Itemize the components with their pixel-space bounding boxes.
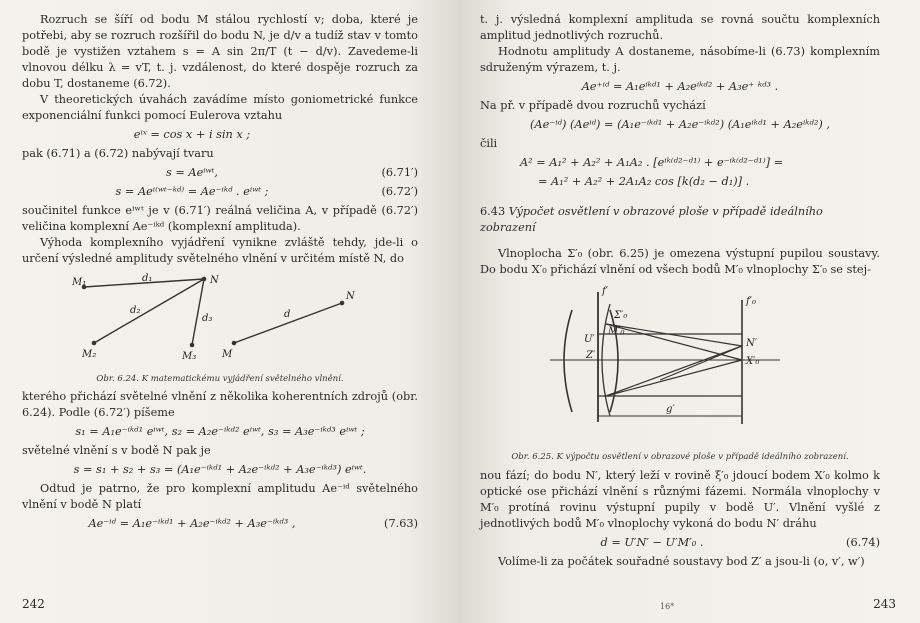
equation-671: s = Aeⁱʷᵗ, (6.71′) bbox=[22, 165, 418, 181]
paragraph: Odtud je patrno, že pro komplexní amplitudu Ae⁻ⁱᵈ světelného vlnění v bodě N platí bbox=[22, 481, 418, 511]
page-number: 243 bbox=[873, 597, 896, 611]
paragraph: Rozruch se šíří od bodu M stálou rychlostí v; doba, které je potřebi, aby se rozruch rozšířil do bodu N, je d/v a tudíž stav v tomto bodě je vystižen vztahem s = A sin 2π/T (t − d/v). Zavedeme-li vlnovou délku λ = vT, t. j. vzdálenost, do které dospěje rozruch za dobu T, dostaneme (6.72). bbox=[22, 13, 418, 91]
paragraph: V theoretických úvahách zavádíme místo goniometrické funkce exponenciální funkci pomocí Eulerova vztahu bbox=[22, 93, 418, 123]
line-d3 bbox=[192, 279, 204, 345]
ray bbox=[606, 360, 742, 396]
right-page bbox=[460, 0, 920, 623]
equation-672: s = Aeⁱ⁽ʷᵗ⁻ᵏᵈ⁾ = Ae⁻ⁱᵏᵈ . eⁱʷᵗ ; (6.72′) bbox=[22, 184, 418, 200]
label-d3: d₃ bbox=[202, 313, 213, 325]
diagram-coherent-sources bbox=[22, 273, 418, 365]
section-number: 6.43 bbox=[480, 205, 506, 219]
paragraph: Vlnoplocha Σ′₀ (obr. 6.25) je omezena výstupní pupilou soustavy. Do bodu X′₀ přichází vlnění od všech bodů M′₀ vlnoplochy Σ′₀ se stej- bbox=[480, 247, 880, 277]
paragraph: součinitel funkce eⁱʷᵗ je v (6.71′) reálná veličina A, v případě (6.72′) veličina komplexní Ae⁻ⁱᵏᵈ (komplexní amplituda). bbox=[22, 204, 418, 234]
page-number: 242 bbox=[22, 597, 45, 611]
label-d2: d₂ bbox=[130, 305, 141, 317]
label-N: N′ bbox=[746, 338, 758, 350]
label-f0: f′₀ bbox=[746, 296, 756, 308]
label-M0: M′₀ bbox=[608, 326, 625, 338]
line-d2 bbox=[94, 279, 204, 343]
label-g: g′ bbox=[666, 404, 675, 416]
ray bbox=[606, 346, 742, 396]
paragraph: Výhoda komplexního vyjádření vynikne zvláště tehdy, jde-li o určení výsledné amplitudy světelného vlnění v určitém místě N, do bbox=[22, 236, 418, 266]
diagram-exit-pupil bbox=[480, 284, 880, 444]
paragraph: t. j. výsledná komplexní amplituda se rovná součtu komplexních amplitud jednotlivých rozruchů. bbox=[480, 13, 880, 43]
label-N: N bbox=[210, 275, 219, 287]
equation-sum: s = s₁ + s₂ + s₃ = (A₁e⁻ⁱᵏᵈ¹ + A₂e⁻ⁱᵏᵈ² + A₃e⁻ⁱᵏᵈ³) eⁱʷᵗ. bbox=[73, 462, 367, 476]
equation-number: (6.71′) bbox=[381, 166, 418, 180]
label-U: U′ bbox=[584, 334, 595, 346]
paragraph: světelné vlnění s v bodě N pak je bbox=[22, 443, 211, 457]
ray bbox=[606, 324, 742, 346]
paragraph: nou fází; do bodu N′, který leží v rovině ξ′₀ jdoucí bodem X′₀ kolmo k optické ose přichází vlnění s různými fázemi. Normála vlnoplochy v M′₀ protíná rovinu výstupní pupily v bodě U′. Vlnění vyšlé z jednotlivých bodů M′₀ vlnoplochy vykoná do bodu N′ dráhu bbox=[480, 468, 880, 530]
equation-euler: eⁱˣ = cos x + i sin x ; bbox=[133, 128, 251, 142]
right-text-column bbox=[480, 12, 880, 570]
paragraph: Hodnotu amplitudy A dostaneme, násobíme-li (6.73) komplexním sdruženým výrazem, t. j. bbox=[480, 45, 880, 75]
equation-number: (6.74) bbox=[846, 535, 880, 549]
paragraph: pak (6.71) a (6.72) nabývají tvaru bbox=[22, 147, 214, 161]
section-heading bbox=[480, 204, 880, 236]
section-title: Výpočet osvětlení v obrazové ploše v případě ideálního zobrazení bbox=[480, 205, 823, 235]
equation-s123: s₁ = A₁e⁻ⁱᵏᵈ¹ eⁱʷᵗ, s₂ = A₂e⁻ⁱᵏᵈ² eⁱʷᵗ, s₃ = A₃e⁻ⁱᵏᵈ³ eⁱʷᵗ ; bbox=[75, 424, 365, 438]
figure-caption: Obr. 6.25. K výpočtu osvětlení v obrazové ploše v případě ideálního zobrazení. bbox=[511, 452, 849, 463]
signature-mark: 16* bbox=[660, 602, 675, 611]
paragraph: Volíme-li za počátek souřadné soustavy bod Z′ a jsou-li (o, v′, w′) bbox=[498, 554, 865, 568]
label-M1: M₁ bbox=[72, 277, 87, 289]
label-M2: M₂ bbox=[82, 349, 97, 361]
figure-caption: Obr. 6.24. K matematickému vyjádření světelného vlnění. bbox=[96, 373, 344, 384]
figure-6-24 bbox=[22, 273, 418, 384]
paragraph: Na př. v případě dvou rozruchů vychází bbox=[480, 99, 706, 113]
equation-number: (6.72′) bbox=[381, 185, 418, 199]
label-Z: Z′ bbox=[586, 350, 596, 362]
label-sigma: Σ′₀ bbox=[614, 310, 628, 322]
label-M: M bbox=[222, 349, 233, 361]
label-X0: X′₀ bbox=[746, 356, 760, 368]
label-d1: d₁ bbox=[142, 273, 153, 285]
equation-A2-line2: = A₁² + A₂² + 2A₁A₂ cos [k(d₂ − d₁)] . bbox=[538, 175, 750, 189]
label-d: d bbox=[284, 309, 291, 321]
paragraph: kterého přichází světelné vlnění z několika koherentních zdrojů (obr. 6.24). Podle (6.72′) píšeme bbox=[22, 389, 418, 419]
equation-number: (7.63) bbox=[384, 516, 418, 530]
label-N-right: N bbox=[346, 291, 355, 303]
equation-A2-line1: A² = A₁² + A₂² + A₁A₂ . [eⁱᵏ⁽ᵈ²⁻ᵈ¹⁾ + e⁻ⁱᵏ⁽ᵈ²⁻ᵈ¹⁾] = bbox=[520, 156, 784, 170]
equation-conjugate: Ae⁺ⁱᵈ = A₁eⁱᵏᵈ¹ + A₂eⁱᵏᵈ² + A₃e⁺ ᵏᵈ³ . bbox=[581, 80, 779, 94]
label-M3: M₃ bbox=[182, 351, 197, 363]
label-f: f′ bbox=[602, 286, 608, 298]
paragraph: čili bbox=[480, 137, 498, 151]
equation-674: d = U′N′ − U′M′₀ . (6.74) bbox=[480, 535, 880, 551]
lens-left-surface bbox=[564, 310, 572, 412]
equation-two-sources: (Ae⁻ⁱᵈ) (Aeⁱᵈ) = (A₁e⁻ⁱᵏᵈ¹ + A₂e⁻ⁱᵏᵈ²) (A₁eⁱᵏᵈ¹ + A₂eⁱᵏᵈ²) , bbox=[530, 118, 830, 132]
left-text-column bbox=[22, 12, 418, 535]
figure-6-25 bbox=[480, 284, 880, 463]
equation-673: Ae⁻ⁱᵈ = A₁e⁻ⁱᵏᵈ¹ + A₂e⁻ⁱᵏᵈ² + A₃e⁻ⁱᵏᵈ³ , (7.63) bbox=[22, 516, 418, 532]
